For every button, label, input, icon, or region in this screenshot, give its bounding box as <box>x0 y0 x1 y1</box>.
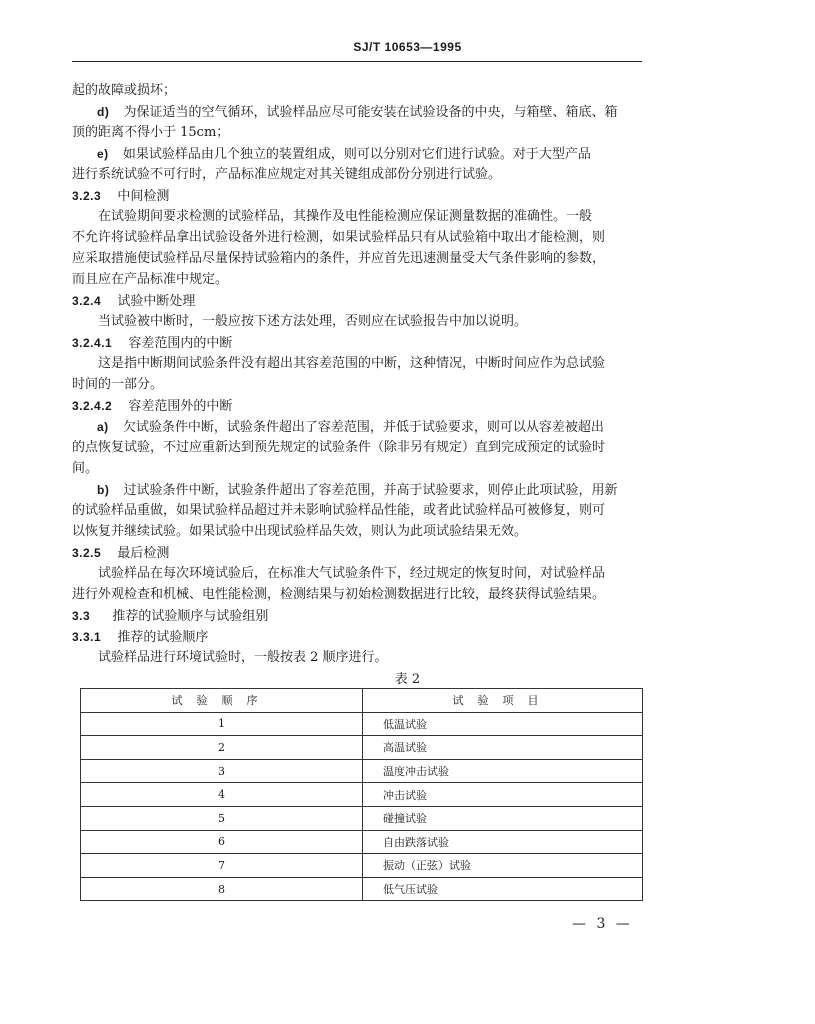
section-number: 3.3 <box>72 609 91 623</box>
body-line-text: 的点恢复试验，不过应重新达到预先规定的试验条件（除非另有规定）直到完成预定的试验时 <box>72 440 606 455</box>
body-line-text: 应采取措施使试验样品尽量保持试验箱内的条件，并应首先迅速测量受大气条件影响的参数， <box>72 251 606 266</box>
body-line <box>98 314 527 330</box>
sequence-cell: 8 <box>81 877 363 901</box>
list-marker: e) <box>97 147 109 161</box>
body-line-text: 进行外观检查和机械、电性能检测，检测结果与初始检测数据进行比较，最终获得试验结果。 <box>72 587 606 602</box>
body-line <box>72 587 605 603</box>
body-line-text: 起的故障或损坏； <box>72 83 177 98</box>
section-number: 3.2.4.2 <box>72 399 113 413</box>
body-line-text: 时间的一部分。 <box>72 377 164 392</box>
sequence-cell: 1 <box>81 712 363 736</box>
section-number: 3.2.4.1 <box>72 336 113 350</box>
sequence-cell: 3 <box>81 759 363 783</box>
body-line <box>72 251 605 267</box>
list-item-e <box>97 146 591 163</box>
sequence-cell: 5 <box>81 806 363 830</box>
section-number: 3.2.5 <box>72 546 102 560</box>
list-item-b <box>97 482 617 499</box>
table-row <box>81 783 643 807</box>
body-line <box>98 356 605 372</box>
body-line <box>72 503 605 519</box>
table-row <box>81 759 643 783</box>
test-item-cell: 高温试验 <box>363 736 643 760</box>
section-heading-3-2-4 <box>72 293 195 310</box>
list-item-d <box>97 104 617 121</box>
body-line-text: 以恢复并继续试验。如果试验中出现试验样品失效，则认为此项试验结果无效。 <box>72 524 528 539</box>
sequence-cell: 2 <box>81 736 363 760</box>
section-title: 容差范围内的中断 <box>128 336 233 351</box>
body-line <box>72 167 501 183</box>
section-title: 中间检测 <box>117 189 170 204</box>
section-number: 3.2.4 <box>72 294 102 308</box>
table-header-row <box>81 689 643 713</box>
standard-number-header: SJ/T 10653—1995 <box>353 40 462 54</box>
section-title: 容差范围外的中断 <box>128 399 233 414</box>
body-line <box>72 272 228 288</box>
sequence-cell: 4 <box>81 783 363 807</box>
sequence-cell: 6 <box>81 830 363 854</box>
sequence-cell: 7 <box>81 854 363 878</box>
body-line-text: 间。 <box>72 461 99 476</box>
section-title: 推荐的试验顺序与试验组别 <box>112 609 269 624</box>
page-number: — 3 — <box>572 916 633 932</box>
column-header-sequence: 试验顺序 <box>81 689 363 713</box>
section-heading-3-2-4-2 <box>72 398 232 415</box>
body-line <box>72 83 176 99</box>
test-item-cell: 温度冲击试验 <box>363 759 643 783</box>
section-heading-3-2-4-1 <box>72 335 232 352</box>
body-line <box>72 440 605 456</box>
table-row <box>81 736 643 760</box>
body-line-text: 试验样品进行环境试验时，一般按表 2 顺序进行。 <box>98 650 388 665</box>
body-line <box>72 125 229 141</box>
section-heading-3-2-3 <box>72 188 169 205</box>
section-title: 最后检测 <box>117 546 170 561</box>
section-title: 试验中断处理 <box>117 294 196 309</box>
body-line-text: 这是指中断期间试验条件没有超出其容差范围的中断，这种情况，中断时间应作为总试验 <box>98 356 606 371</box>
body-line <box>72 377 163 393</box>
test-item-cell: 碰撞试验 <box>363 806 643 830</box>
body-line-text: 欠试验条件中断，试验条件超出了容差范围，并低于试验要求，则可以从容差被超出 <box>122 420 604 435</box>
body-line <box>72 524 527 540</box>
body-line-text: 在试验期间要求检测的试验样品，其操作及电性能检测应保证测量数据的准确性。一般 <box>98 209 593 224</box>
table-row <box>81 877 643 901</box>
list-marker: b) <box>97 483 110 497</box>
table-row <box>81 806 643 830</box>
body-line-text: 为保证适当的空气循环，试验样品应尽可能安装在试验设备的中央，与箱壁、箱底、箱 <box>123 105 618 120</box>
body-line-text: 不允许将试验样品拿出试验设备外进行检测，如果试验样品只有从试验箱中取出才能检测，则 <box>72 230 606 245</box>
section-heading-3-3 <box>72 608 268 625</box>
test-item-cell: 低温试验 <box>363 712 643 736</box>
section-number: 3.3.1 <box>72 630 102 644</box>
test-item-cell: 振动（正弦）试验 <box>363 854 643 878</box>
table-row <box>81 712 643 736</box>
section-heading-3-2-5 <box>72 545 169 562</box>
body-line-text: 的试验样品重做，如果试验样品超过并未影响试验样品性能，或者此试验样品可被修复，则可 <box>72 503 606 518</box>
body-line-text: 当试验被中断时，一般应按下述方法处理，否则应在试验报告中加以说明。 <box>98 314 528 329</box>
table-row <box>81 830 643 854</box>
table-row <box>81 854 643 878</box>
body-line-text: 进行系统试验不可行时，产品标准应规定对其关键组成部份分别进行试验。 <box>72 167 502 182</box>
body-line <box>98 209 592 225</box>
table-caption: 表 2 <box>394 672 421 687</box>
list-marker: a) <box>97 420 109 434</box>
body-line <box>72 230 605 246</box>
section-number: 3.2.3 <box>72 189 102 203</box>
column-header-item: 试验项目 <box>363 689 643 713</box>
test-item-cell: 冲击试验 <box>363 783 643 807</box>
list-marker: d) <box>97 105 110 119</box>
body-line-text: 而且应在产品标准中规定。 <box>72 272 229 287</box>
header-rule <box>72 61 642 62</box>
body-line-text: 试验样品在每次环境试验后，在标准大气试验条件下，经过规定的恢复时间，对试验样品 <box>98 566 606 581</box>
test-item-cell: 自由跌落试验 <box>363 830 643 854</box>
body-line-text: 顶的距离不得小于 15cm； <box>72 125 230 140</box>
section-title: 推荐的试验顺序 <box>117 630 209 645</box>
test-sequence-table <box>80 688 643 901</box>
test-item-cell: 低气压试验 <box>363 877 643 901</box>
body-line <box>72 461 98 477</box>
body-line-text: 过试验条件中断，试验条件超出了容差范围，并高于试验要求，则停止此项试验，用新 <box>123 483 618 498</box>
body-line <box>98 566 605 582</box>
body-line-text: 如果试验样品由几个独立的装置组成，则可以分别对它们进行试验。对于大型产品 <box>122 147 591 162</box>
body-line <box>98 650 388 666</box>
list-item-a <box>97 419 604 436</box>
section-heading-3-3-1 <box>72 629 208 646</box>
